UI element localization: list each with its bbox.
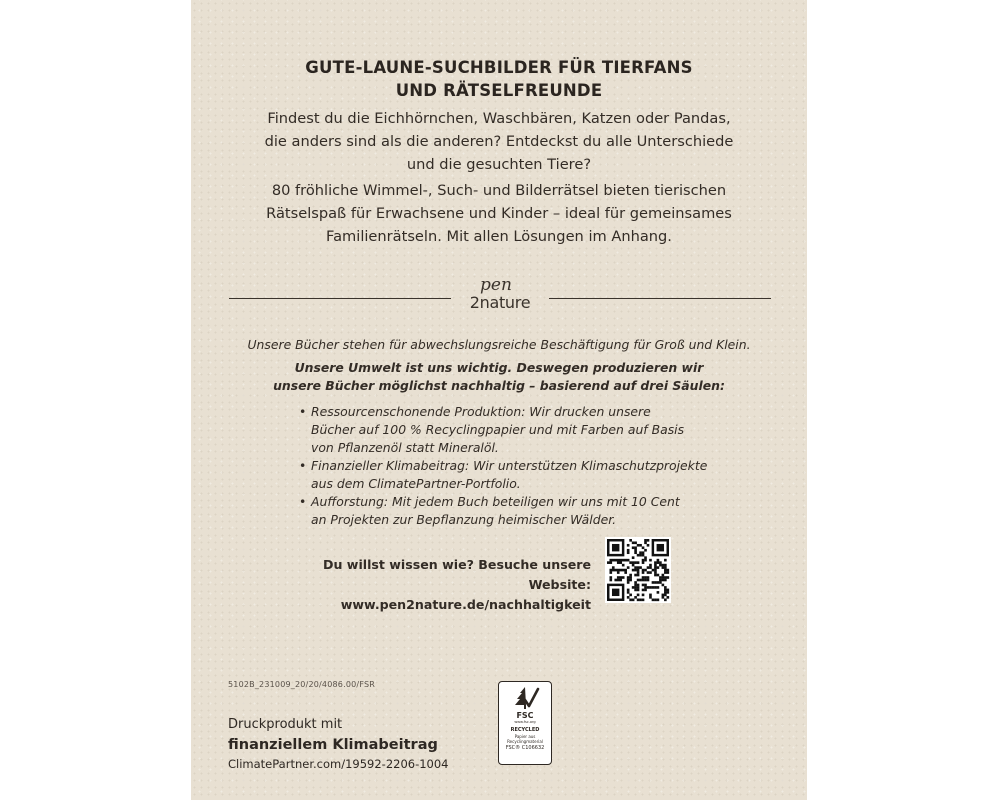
climate-partner-title: finanziellem Klimabeitrag — [228, 737, 438, 753]
pillar-line: Bücher auf 100 % Recyclingpapier und mit Farben auf Basis — [311, 422, 685, 437]
fsc-brand: FSC — [516, 711, 534, 720]
pillar-line: • Ressourcenschonende Produktion: Wir drucken unsere — [311, 404, 651, 419]
print-code: 5102B_231009_20/20/4086.00/FSR — [228, 680, 376, 689]
climate-partner-line: Druckprodukt mit — [228, 717, 343, 732]
pillar-line: an Projekten zur Bepflanzung heimischer Wälder. — [311, 512, 617, 527]
qr-code[interactable] — [605, 537, 671, 603]
book-back-cover — [191, 0, 807, 800]
emphasis-line: Unsere Umwelt ist uns wichtig. Deswegen produzieren wir — [294, 360, 704, 375]
fsc-recycled-label — [498, 681, 552, 765]
fsc-license: FSC® C106632 — [505, 745, 545, 751]
pillar-item — [299, 493, 719, 529]
blurb-line: und die gesuchten Tiere? — [406, 156, 592, 173]
fsc-status: RECYCLED — [510, 727, 540, 733]
blurb-line: Familienrätseln. Mit allen Lösungen im Anhang. — [326, 228, 672, 245]
headline-line: GUTE-LAUNE-SUCHBILDER FÜR TIERFANS — [305, 58, 693, 77]
blurb-line: die anders sind als die anderen? Entdeckst du alle Unterschiede — [264, 133, 734, 150]
fsc-desc: Papier aus — [514, 734, 536, 739]
publisher-logo — [459, 276, 541, 320]
blurb-line: 80 fröhliche Wimmel-, Such- und Bilderrätsel bieten tierischen — [271, 182, 727, 199]
sustainability-intro: Unsere Bücher stehen für abwechslungsreiche Beschäftigung für Groß und Klein. — [247, 337, 751, 352]
fsc-desc: Recyclingmaterial — [507, 739, 543, 744]
logo-text-pen: pen — [480, 275, 512, 295]
headline-line: UND RÄTSELFREUNDE — [395, 81, 603, 100]
divider-right — [549, 298, 771, 299]
logo-text-2nature: 2nature — [469, 293, 531, 312]
pillar-line: aus dem ClimatePartner-Portfolio. — [311, 476, 521, 491]
website-url[interactable]: www.pen2nature.de/nachhaltigkeit — [340, 597, 591, 612]
fsc-site: www.fsc.org — [514, 720, 536, 724]
sustainability-emphasis — [231, 359, 767, 395]
qr-code-icon — [605, 537, 671, 603]
blurb-line: Rätselspaß für Erwachsene und Kinder – ideal für gemeinsames — [266, 205, 732, 222]
website-cta-text: Du willst wissen wie? Besuche unsere Website: — [323, 557, 591, 592]
emphasis-line: unsere Bücher möglichst nachhaltig – basierend auf drei Säulen: — [273, 378, 725, 393]
pillar-line: • Finanzieller Klimabeitrag: Wir unterstützen Klimaschutzprojekte — [311, 458, 708, 473]
blurb-paragraph-1 — [231, 107, 767, 176]
sustainability-pillars — [299, 403, 719, 529]
headline — [191, 56, 807, 102]
pillar-item — [299, 403, 719, 457]
blurb-paragraph-2 — [231, 179, 767, 248]
divider-left — [229, 298, 451, 299]
climate-partner-id: ClimatePartner.com/19592-2206-1004 — [228, 757, 449, 771]
pillar-line: von Pflanzenöl statt Mineralöl. — [311, 440, 499, 455]
fsc-tree-check-icon — [510, 686, 540, 710]
pillar-line: • Aufforstung: Mit jedem Buch beteiligen wir uns mit 10 Cent — [311, 494, 680, 509]
website-cta — [291, 555, 591, 615]
pillar-item — [299, 457, 719, 493]
blurb-line: Findest du die Eichhörnchen, Waschbären, Katzen oder Pandas, — [267, 110, 731, 127]
